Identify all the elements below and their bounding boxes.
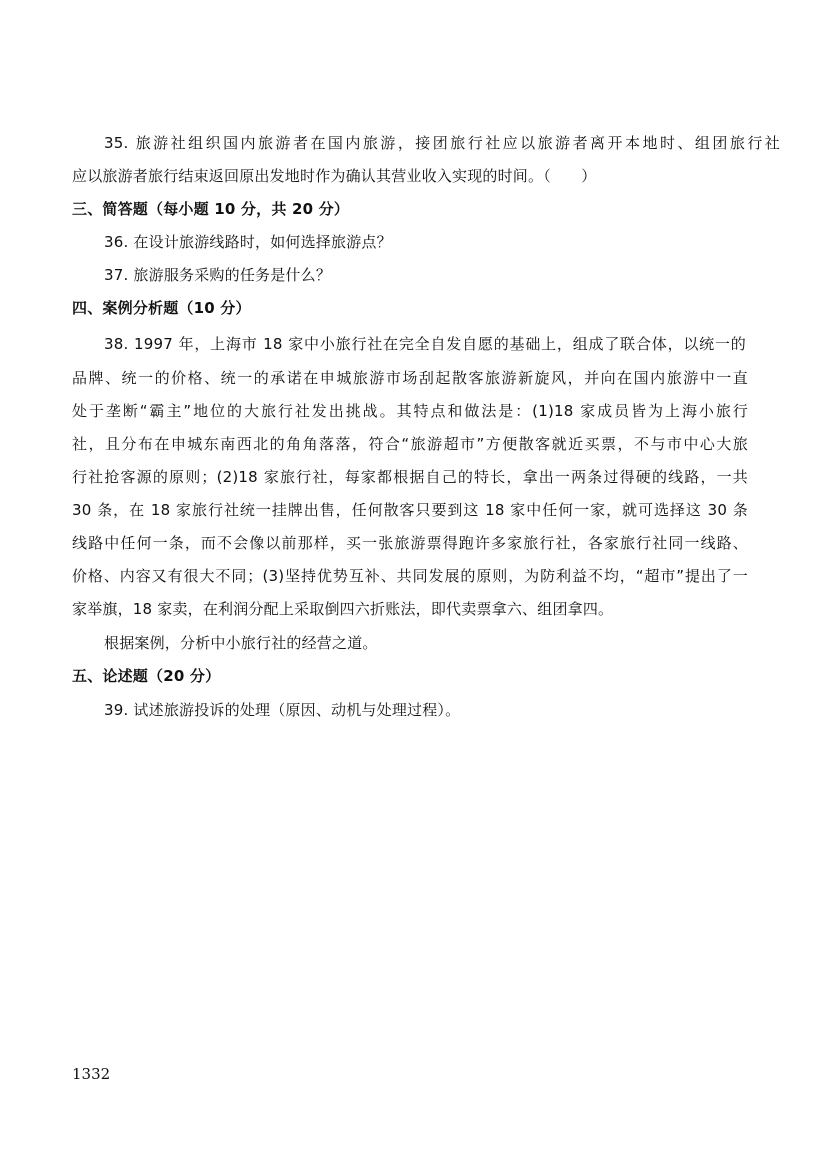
question-37: 37. 旅游服务采购的任务是什么？ [104, 266, 332, 284]
case-line: 社，且分布在申城东南西北的角角落落，符合“旅游超市”方便散客就近买票，不与市中心大旅 [72, 435, 748, 453]
case-line: 家举旗，18 家卖，在利润分配上采取倒四六折账法，即代卖票拿六、组团拿四。 [72, 600, 614, 618]
question-36: 36. 在设计旅游线路时，如何选择旅游点？ [104, 233, 392, 251]
case-line: 38. 1997 年，上海市 18 家中小旅行社在完全自发自愿的基础上，组成了联合体，以统一的 [104, 335, 746, 353]
question-39: 39. 试述旅游投诉的处理（原因、动机与处理过程）。 [104, 701, 461, 719]
case-line: 价格、内容又有很大不同；(3)坚持优势互补、共同发展的原则，为防利益不均，“超市”提出了一 [72, 567, 748, 585]
case-line: 线路中任何一条，而不会像以前那样，买一张旅游票得跑许多家旅行社，各家旅行社同一线路、 [72, 534, 748, 552]
page-number: 1332 [72, 1065, 111, 1083]
case-line: 处于垄断“霸主”地位的大旅行社发出挑战。其特点和做法是：(1)18 家成员皆为上海小旅行 [72, 402, 748, 420]
case-line: 行社抢客源的原则；(2)18 家旅行社，每家都根据自己的特长，拿出一两条过得硬的线路，一共 [72, 468, 748, 486]
question-35-line-1: 35. 旅游社组织国内旅游者在国内旅游，接团旅行社应以旅游者离开本地时、组团旅行社 [104, 134, 780, 152]
section-4-heading: 四、案例分析题（10 分） [72, 299, 251, 317]
case-question: 根据案例，分析中小旅行社的经营之道。 [104, 634, 378, 652]
question-35-line-2: 应以旅游者旅行结束返回原出发地时作为确认其营业收入实现的时间。（ ） [72, 167, 597, 185]
case-line: 30 条，在 18 家旅行社统一挂牌出售，任何散客只要到这 18 家中任何一家，就可选择这 30 条 [72, 501, 748, 519]
section-5-heading: 五、论述题（20 分） [72, 667, 221, 685]
case-line: 品牌、统一的价格、统一的承诺在申城旅游市场刮起散客旅游新旋风，并向在国内旅游中一直 [72, 369, 748, 387]
section-3-heading: 三、简答题（每小题 10 分，共 20 分） [72, 200, 350, 218]
